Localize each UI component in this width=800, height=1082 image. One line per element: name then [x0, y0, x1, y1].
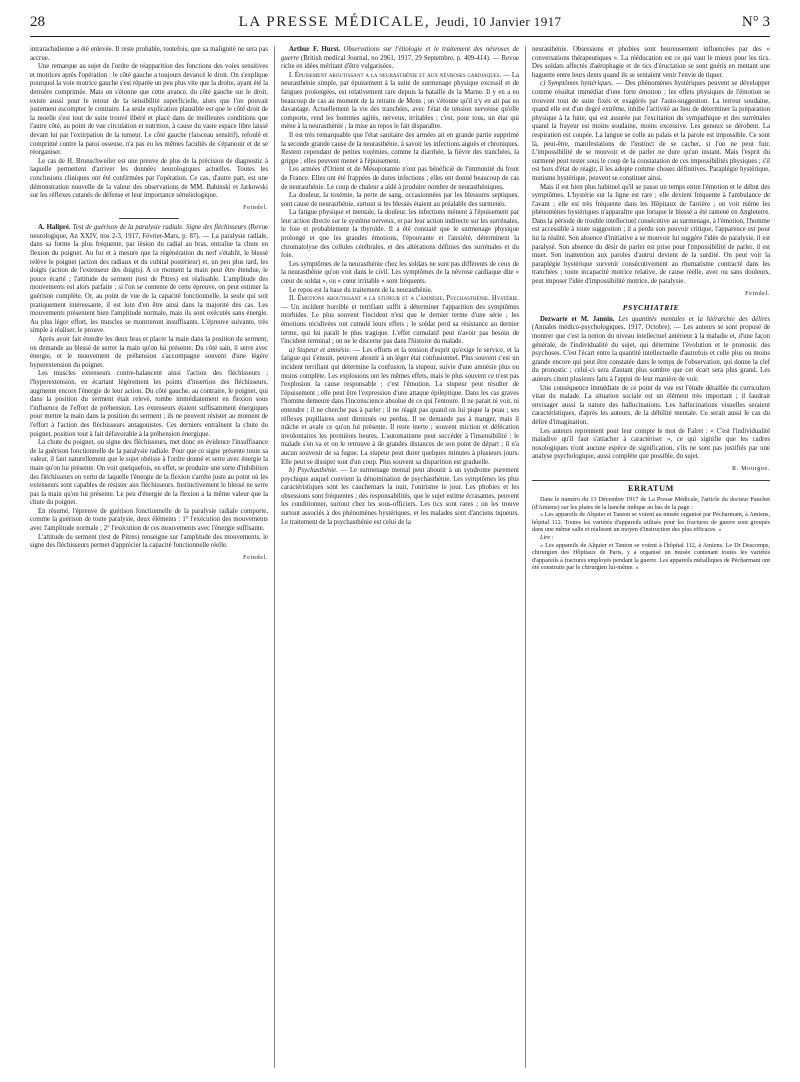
paragraph: La douleur, la toxémie, la perte de sang, occasionnées par les blessures septiques, sont cause de neurasthénie, surtout si les blessés étaient au préalable des surmenés. — [281, 192, 519, 208]
paragraph: Le repos est la base du traitement de la neurasthénie. — [289, 286, 433, 294]
abstract-author: Dezwarte et M. Jannin. — [540, 315, 615, 323]
abstract-title: Observations sur l'étiologie et le traitement des névroses de guerre — [281, 46, 519, 62]
paragraph: L'attitude du serment (test de Pitres) renseigne sur l'amplitude des mouvements, le signe des fléchisseurs permet d'apprécier la capacité fonctionnelle réelle. — [30, 533, 268, 550]
abstract-text: — Revue riche en idées méritant d'être vulgarisées. — [281, 54, 519, 71]
column-divider — [274, 46, 275, 1068]
paragraph: intrarachidienne a été enlevée. Il reste probable, toutefois, que sa malignité ne sera pas accrue. — [30, 46, 268, 62]
column-middle — [281, 46, 519, 527]
abstract-author: Arthur F. Hurst. — [289, 46, 341, 53]
section-heading: II. Émotions aboutissant a la stupeur et a l'amnésie. Psychasthénie. Hystérie. — [289, 295, 519, 303]
section-paragraph — [281, 295, 519, 347]
subsection-text: — Des phénomènes hystériques peuvent se développer comme résultat immédiat d'une forte émotion ; les effets physiques de l'émotion se trouvent tout de suite fixés et exagérés par l'auto-suggestion. La terreur soudaine, quand elle est d'un degré extrême, inhibe l'activité au lieu de déterminer la préparation physique à la fuite, qui est assurée par l'excitation du sympathique et des surrénales quand la frayeur est moins soudaine, moins excessive. Les genoux se dérobent. La respiration est coupée. La langue se colle au palais et la parole est impossible. Ce sont là, peut-être, manifestations de l'instinct de se cacher, si l'on ne peut fuir. L'impossibilité de se mouvoir et de parler ne dure qu'un instant. Mais l'esprit du surmené peut rester sous le coup de la constatation de ces impossibilités physiques ; s'il est hors d'état de réagir, il les adopte comme choses définitives. Paraplégie hystérique, mutisme hystérique, peuvent se constituer ainsi. — [532, 80, 770, 182]
paragraph: neurasthénie. Obsessions et phobies sont heureusement influencées par des « conversations thérapeutiques ». La rééducation est ce qui vaut le mieux pour les tics. Des soldats affectés d'aérophagie et de tics d'éructation se sont guéris en mettant une baguette entre leurs dents quand ils se sentaient venir l'envie de tiquer. — [532, 46, 770, 79]
erratum-title: ERRATUM — [532, 480, 770, 494]
author-signature: R. Mourgue. — [732, 464, 770, 472]
erratum-read: Lire : — [540, 534, 554, 542]
section-text: — La neurasthénie simple, par épuisement à la suite de surmenage physique excessif et de fatigues prolongées, est relativement rare depuis la bataille de la Marne. Il y en a eu beaucoup de cas au moment de la retraite de Mons ; on s'étonne qu'il n'y en ait pas eu davantage. Actuellement la vie des tranchées, avec l'état de tension nerveuse qu'elle comporte, rend les hommes agités, nerveux, irritables ; c'est, pour tous, un état qui mène à la neurasthénie ; la mise au repos le fait disparaître. — [281, 71, 519, 131]
journal-title — [90, 14, 710, 31]
subsection-paragraph — [281, 467, 519, 527]
column-right — [532, 46, 770, 572]
abstract-paragraph — [281, 46, 519, 72]
subsection-text: — Le surmenage mental peut aboutir à un syndrome purement psychique auquel convient la dénomination de psychasthénie. Les symptômes les plus caractéristiques sont les cauchemars la nuit, l'onirisme le jour. Les phobies et les obsessions sont fréquentes ; des responsabilités, que le sujet estime écrasantes, peuvent les conditionner, surtout chez les sous-officiers. Les tics sont rares ; on les trouve surtout associés à des phénomènes hystériques, et les malades sont d'anciens tiqueurs. Le traitement de la psychasthénie est celui de la — [281, 467, 519, 526]
abstract-paragraph — [532, 316, 770, 385]
abstract-reference: (British medical Journal, no 2961, 1917, 29 Septembre, p. 409-414). — [300, 54, 491, 62]
subsection-paragraph — [281, 347, 519, 467]
abstract-reference: (Revue neurologique, An XXIV, nos 2-3, 1917, Février-Mars, p. 87). — [30, 224, 268, 240]
subsection-paragraph — [532, 80, 770, 183]
subsection-heading: c) Symptômes hystériques. — [540, 80, 614, 88]
issue-date: Jeudi, 10 Janvier 1917 — [435, 14, 562, 29]
erratum-quote: « Les appareils de Alquier et Tanton se voient au musée organisé par Pécharmant, à Amiens, hôpital 112. Toutes les variétés d'appareils utilisés pour les fractures de guerre sont groupés dans une même salle et réalisent un moyen d'instruction des plus efficaces. » — [532, 511, 770, 534]
abstract-reference: (Annales médico-psychologiques, 1917, Octobre). — [532, 324, 672, 332]
page-number: 28 — [30, 14, 45, 30]
divider — [119, 218, 179, 219]
journal-name: LA PRESSE MÉDICALE, — [238, 14, 431, 30]
abstract-text: — Les auteurs se sont proposé de montrer que c'est la notion du niveau intellectuel antérieur à la maladie et, d'une façon générale, de l'individualité du sujet, qui détermine l'évolution et le pronostic des psychoses. C'est l'écart entre la quantité intellectuelle d'autrefois et celle plus ou moins grande encore qui peut être constatée dans le temps de l'observation, qui donne la clef du pronostic ; celui-ci sera d'autant plus sombre que cet écart sera plus grand. Les auteurs citent plusieurs faits à l'appui de leur manière de voir. — [532, 324, 770, 383]
author-signature: Feindel. — [243, 553, 268, 561]
column-left — [30, 46, 268, 568]
paragraph: Les auteurs reprennent pour leur compte le mot de Falret : « C'est l'individualité maladive qu'il faut s'attacher à caractériser », ce qui signifie que les cadres nosologiques n'ont aucune espèce de signification, s'ils ne sont pas justifiés par une analyse psychologique, aussi complète que possible, du sujet. — [532, 427, 770, 461]
page-header — [30, 14, 770, 37]
paragraph: Les symptômes de la neurasthénie chez les soldats ne sont pas différents de ceux de la neurasthénie qu'on voit dans le civil. Les symptômes de la névrose cardiaque dite « cœur de soldat », ou « cœur irritable » sont fréquents. — [281, 260, 519, 286]
paragraph: Mais il est bien plus habituel qu'il se passe un temps entre l'émotion et le début des symptômes. L'hystérie sur la ligne est rare ; elle devient fréquente à l'ambulance de l'avant ; elle est très fréquente dans les Hôpitaux de l'arrière ; on voit même les phénomènes hystériques n'apparaître que lorsque le blessé a été ramené en Angleterre. Dans la période de trouble intellectuel consécutive au surmenage, à l'émotion, l'homme est accessible à toute suggestion ; il a perdu son pouvoir critique, l'apparence est pour lui la réalité. Son absence d'initiative a se mouvoir lui suggère l'idée de paralysie, il est paralysé. Son absence du désir de parler est prise pour l'impossibilité de parler, il est muet. Son inattention aux paroles d'autrui devient de la surdité. On peut voir la paraplégie hystérique survenir consécutivement au rhumatisme contracté dans les tranchées ; toute incapacité motrice relative, de cause réelle, avec ou sans douleurs, peut imposer l'idée d'impossibilité motrice, de paralysie. — [532, 183, 770, 286]
section-title-psychiatrie: PSYCHIATRIE — [622, 303, 680, 313]
abstract-title: Test de guérison de la paralysie radiale. Signe des fléchisseurs — [72, 224, 247, 232]
section-text: — Un incident horrible et terrifiant suffit à déterminer l'apparition des symptômes morbides. Le plus souvent l'incident n'est que le dernier terme d'une série ; les émotions récidivées ont cumulé leurs effets ; le soldat perd sa résistance au dernier terme, qui lui paraît le plus tragique. L'effet cumulatif peut n'avoir pas besoin de l'incident terminal ; on ne le discerne pas dans l'histoire du malade. — [281, 303, 519, 346]
erratum-quote: « Les appareils de Alquier et Tanton se voient à l'hôpital 112, à Amiens. Le Dr Descomps, chirurgien des Hôpitaux de Paris, y a organisé un musée contenant toutes les variétés d'appareils à fractures employés pendant la guerre. Les appareils métalliques de Pécharmant ont été construits par le chirurgien lui-même. » — [532, 541, 770, 572]
abstract-title: Les quantités mentales et la hiérarchie des délires — [618, 315, 771, 323]
subsection-heading: a) Stupeur et amnésie. — [289, 346, 352, 354]
paragraph: En résumé, l'épreuve de guérison fonctionnelle de la paralysie radiale comporte, comme la guérison de toute paralysie, deux éléments : 1° l'exécution des mouvements avec l'amplitude normale ; 2° l'exécution de ces mouvements avec l'énergie suffisante. — [30, 507, 268, 533]
author-signature: Feindel. — [745, 289, 770, 297]
subsection-text: — Les efforts et la tension d'esprit qu'exige le service, et la fatigue qui s'ensuit, peuvent aboutir à un léger état confusionnel. Plus souvent c'est un incident terrifiant qui détermine la confusion, la stupeur, suivie d'une amnésie plus ou moins complète. Les explosions ont les mêmes effets, mais le plus souvent ce n'est pas l'explosion la cause responsable ; c'est l'émotion. La stupeur peut résulter de l'épuisement ; elle peut être l'expression d'une attaque épileptique. Dans les cas graves l'homme demeure dans l'inconscience absolue de ce qui l'entoure. Il ne parait ni voir, ni entendre ; il ne cherche pas à parler ; il ne réagit pas quand on lui pique la peau ; ses réflexes pupillaires sont diminués ou perdus. Il ne demande pas à manger, mais il mâche et avale ce qu'on lui présente. Il reste inerte ; souvent miction et défécation involontaires les premières heures. L'automatisme peut succéder à l'insensibilité : le malade s'en va et on le retrouve à de grandes distances de son point de départ ; il n'a aucun souvenir de sa fugue. La stupeur peut durer quelques minutes à plusieurs jours. Elle peut se dissiper tout d'un coup. Plus souvent sa disparition est graduelle. — [281, 346, 519, 466]
paragraph: Le cas de H. Brunschweiler est une preuve de plus de la précision de diagnostic à laquelle permettent d'arriver les données neurologiques actuelles. Toutes les conclusions cliniques ont été confirmées par l'opération. Ce cas, d'autre part, est une démonstration nouvelle de la valeur des observations de MM. Babinski et Jarkowski sur les réflexes cutanés de défense et leur importance séméiologique. — [30, 157, 268, 200]
paragraph: Une remarque au sujet de l'ordre de réapparition des fonctions des voies sensitives et motrices après l'opération : le côté gauche a toujours devancé le droit. On s'explique pourquoi la voie motrice gauche s'est réparée un peu plus vite que la droite, ayant été la dernière comprimée. Mais on s'étonne que cette avance, du côté gauche sur le droit, existe aussi pour le retour de la sensibilité superficielle, alors que l'on pouvait justement escompter le contraire. La seule explication plausible est que le côté droit de la moelle s'est tout de suite trouvé libéré et placé dans de meilleures conditions que l'autre côté, au point de vue circulation et nutrition, à cause du vaste espace libre laissé devant lui par l'extirpation de la tumeur. Le côté gauche (faisceau sensitif), refoulé et comprimé contre la paroi osseuse, n'a pas eu les mêmes facultés de s'épanouir et de se réorganiser. — [30, 63, 268, 157]
author-signature: Feindel. — [243, 203, 268, 211]
subsection-heading: b) Psychasthénie. — [289, 467, 338, 475]
paragraph: La fatigue physique et mentale, la douleur, les infections mènent à l'épuisement par leur action directe sur le système nerveux, et par leur action indirecte sur les surrénales, le foie et probablement la thyroïde. Il a été constaté que le surmenage physique prolongé et que les grandes émotions, l'épouvante et l'anxiété, déterminent la chromatolyse des cellules cérébrales, et des altérations définies des surrénales et du foie. — [281, 209, 519, 260]
paragraph: Les muscles extenseurs contre-balancent ainsi l'action des fléchisseurs ; l'hyperextension, en écartant légèrement les points d'insertion des fléchisseurs, augmente encore l'énergie de leur action. Du côté gauche, au contraire, le poignet, qui dans la position du serment était relevé, tombe immédiatement en flexion sous l'influence de l'effort de préhension. Les extenseurs étaient suffisamment énergiques pour mettre la main dans la position du serment ; ils ne peuvent résister au moment de l'effort à l'action des fléchisseurs antagonistes. Ces derniers entraînent la chute du poignet, position tout à fait défavorable à la préhension énergique. — [30, 370, 268, 438]
issue-number: N° 3 — [741, 14, 770, 30]
paragraph: Après avoir fait étendre les deux bras et placer la main dans la position du serment, on demande au blessé de serrer la main qu'on lui présente. Du côté sain, il serre avec énergie, et le mouvement de préhension s'accompagne souvent d'une légère hyperextension du poignet. — [30, 336, 268, 369]
abstract-text: — La paralysie radiale, dans sa forme la plus fréquente, par lésion du radial au bras, entraîne la chute en flexion du poignet. Au fur et à mesure que la régénération du nerf s'établit, le blessé relève le poignet (action des radiaux et du cubital postérieur) et, un peu plus tard, les doigts (action de l'extenseur des doigts). A ce moment la main peut être étendue, le pouce écarté ; l'attitude du serment (test de Pitres) est réalisable. L'amplitude des mouvements est alors parfaite ; si l'on se contente de cette épreuve, on peut estimer la guérison complète. Or, au point de vue de la capacité fonctionnelle, la seule qui soit pratiquement intéressante, il est loin d'en être ainsi dans la majorité des cas. Les mouvements présentent bien l'amplitude normale, mais ils sont exécutés sans énergie. Au plus léger effort, les muscles se montreront insuffisants. L'épreuve suivante, très simple à réaliser, le prouve. — [30, 232, 268, 335]
section-heading: I. Épuisement aboutissant a la neurasthénie et aux névroses cardiaques. — [289, 71, 502, 79]
abstract-paragraph — [30, 224, 268, 336]
paragraph: La chute du poignet, ou signe des fléchisseurs, met donc en évidence l'insuffisance de la guérison fonctionnelle de la paralysie radiale. Pour que ce signe présente toute sa valeur, il faut naturellement que le sujet obéisse à l'ordre donné et serre avec énergie la main qu'on lui présente. On voit quelquefois, en effet, se produire une sorte d'inhibition des fléchisseurs en vertu de laquelle l'énergie de la flexion s'arrête juste au point où les extenseurs sont capables de résister aux fléchisseurs. Instinctivement le blessé ne serre pas la main qu'on lui présente. Le peu d'énergie de la flexion a la même valeur que la chute du poignet. — [30, 439, 268, 507]
paragraph: Les armées d'Orient et de Mésopotamie n'ont pas bénéficié de l'immunité du front de France. Elles ont été frappées de dures infections ; elles ont donné beaucoup de cas de neurasthénie. Le coup de chaleur a aidé à produire nombre de neurasthéniques. — [281, 166, 519, 191]
erratum-paragraph: Dans le numéro du 13 Décembre 1917 de La Presse Médicale, l'article du docteur Pauchet (d'Amiens) sur les plaies de la hanche indique au bas de la page : — [532, 496, 770, 511]
paragraph: Il est très remarquable que l'état sanitaire des armées ait en grande partie supprimé la seconde grande cause de la neurasthénie, à savoir les infections aiguës et chroniques. Restent cependant de petites toxémies, comme la diarrhée, la fièvre des tranchées, la grippe ; elles peuvent mener à l'épuisement. — [281, 131, 519, 165]
column-divider — [525, 46, 526, 1068]
paragraph: Une conséquence immédiate de ce point de vue est l'étude détaillée du curriculum vitae du malade. La situation sociale est un élément très important ; il faudrait envisager aussi la nature des hallucinations. Les hallucinations visuelles seraient caractéristiques, d'après les auteurs, de la débilité mentale. Ce serait aussi le cas du délire d'imagination. — [532, 384, 770, 426]
abstract-author: A. Halipré. — [38, 224, 71, 232]
section-paragraph — [281, 72, 519, 132]
